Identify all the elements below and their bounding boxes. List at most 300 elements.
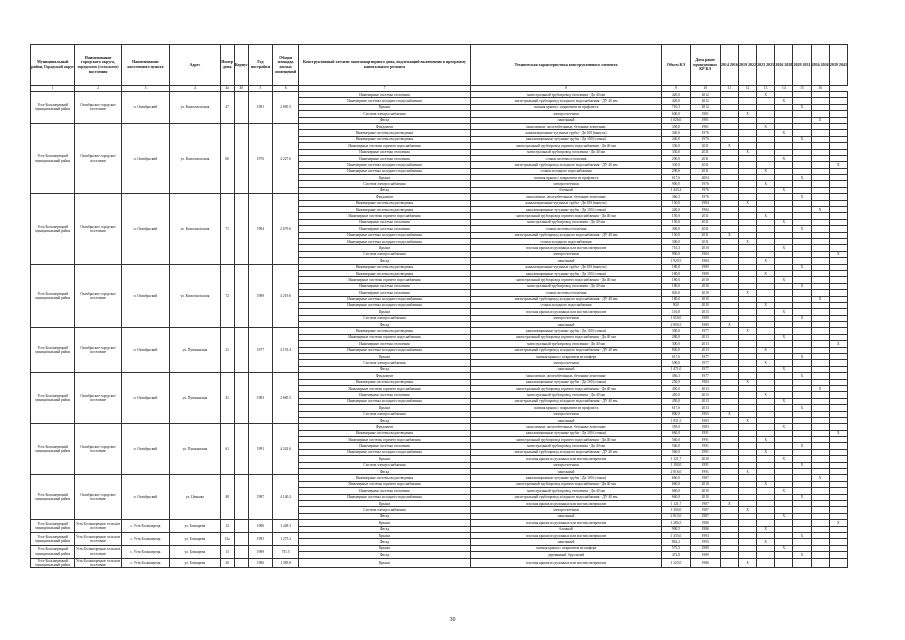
prior-repair-cell: 1993 (690, 539, 720, 545)
year-cell: 1986 (248, 520, 272, 533)
period-cell: X (738, 558, 756, 567)
volume-cell: 560,0 (662, 443, 690, 449)
characteristic-cell: канализационные чугунные трубы - Дn 100 (выпуск) (470, 264, 662, 270)
district-cell: Усть-Большерецкий муниципальный район (31, 123, 75, 193)
district-cell: Усть-Большерецкий муниципальный район (31, 475, 75, 520)
prior-repair-cell: 1976 (690, 187, 720, 193)
prior-repair-cell: 1991 (690, 462, 720, 468)
district-cell: Усть-Большерецкий муниципальный район (31, 532, 75, 545)
characteristic-cell: скатная крыша с покрытием из профлиста (470, 405, 662, 411)
period-cell: X (793, 315, 811, 321)
period-cell: X (775, 513, 793, 519)
element-cell: Фасад (299, 187, 470, 193)
volume-cell: 660,0 (662, 475, 690, 481)
element-cell: Крыша (299, 175, 470, 181)
header-cell: 2034 2036 (811, 45, 829, 86)
prior-repair-cell: 1986 (690, 520, 720, 526)
prior-repair-cell: 2013 (690, 347, 720, 353)
prior-repair-cell: 2010 (690, 296, 720, 302)
characteristic-cell: магистральный трубопровод горячего водоснабжения - Дn 40 мм (470, 277, 662, 283)
header-cell: 2023 2025 (757, 45, 775, 86)
element-cell: Крыша (299, 104, 470, 110)
prior-repair-cell: 1991 (690, 437, 720, 443)
year-cell: 1983 (248, 373, 272, 424)
characteristic-cell: монолитные, железобетонные, бетонные ленточные (470, 424, 662, 430)
characteristic-cell: скатная крыша с покрытием из шифера (470, 545, 662, 551)
characteristic-cell: стояки холодного водоснабжения (470, 238, 662, 244)
street-cell: ул. Бочкарева (170, 532, 220, 545)
page-number: 30 (449, 617, 456, 623)
district-cell: Усть-Большерецкий муниципальный район (31, 92, 75, 124)
column-number: 12 (738, 86, 756, 92)
element-cell: Инженерные системы отопления (299, 219, 470, 225)
period-cell: X (757, 526, 775, 532)
column-number: 14 (775, 86, 793, 92)
locality-cell: п. Октябрьский (121, 264, 169, 328)
period-cell: X (811, 207, 829, 213)
prior-repair-cell: 1989 (690, 315, 720, 321)
element-cell: Система электроснабжения (299, 251, 470, 257)
column-number: 4 (170, 86, 220, 92)
element-cell: Инженерные системы отопления (299, 341, 470, 347)
locality-cell: с. Усть-Большерецк (121, 558, 169, 567)
volume-cell: 863,2 (662, 539, 690, 545)
characteristic-cell: плоская крыша из рулонных или мастик материалов (470, 456, 662, 462)
column-number: 13 (757, 86, 775, 92)
period-cell: X (775, 245, 793, 251)
period-cell: X (738, 469, 756, 475)
volume-cell: 300,0 (662, 238, 690, 244)
period-cell: X (757, 270, 775, 276)
volume-cell: 300,0 (662, 341, 690, 347)
volume-cell: 1 300,0 (662, 507, 690, 513)
volume-cell: 90,0 (662, 302, 690, 308)
characteristic-cell: электросчетчики (470, 411, 662, 417)
header-cell: Наименование городского округа, городского (сельского) поселения (75, 45, 121, 86)
element-cell: Фасад (299, 258, 470, 264)
period-cell: X (793, 494, 811, 500)
prior-repair-cell: 2004 (690, 175, 720, 181)
characteristic-cell: магистральный трубопровод горячего водоснабжения - Дn 40 мм (470, 143, 662, 149)
street-cell: ул. Бочкарева (170, 558, 220, 567)
period-cell: X (775, 456, 793, 462)
prior-repair-cell: 1991 (690, 443, 720, 449)
volume-cell: 450,0 (662, 392, 690, 398)
characteristic-cell: канализационные чугунные трубы - Дn 100 (стояки) (470, 136, 662, 142)
characteristic-cell: деревянный, брусчатый (470, 552, 662, 558)
prior-repair-cell: 2011 (690, 155, 720, 161)
volume-cell: 600,0 (662, 111, 690, 117)
characteristic-cell: канализационные чугунные трубы - Дn 100 (выпуск) (470, 130, 662, 136)
element-cell: Инженерные системы горячего водоснабжения (299, 385, 470, 391)
street-cell: ул. Комсомольская (170, 194, 220, 264)
header-cell: Дата ранее проведенных КР КЭ (690, 45, 720, 86)
settlement-cell: Октябрьское городское поселение (75, 264, 121, 328)
characteristic-cell: плоская крыша из рулонных или мастик материалов (470, 245, 662, 251)
volume-cell: 180,0 (662, 296, 690, 302)
element-cell: Инженерные системы холодного водоснабжения (299, 347, 470, 353)
period-cell: X (829, 251, 847, 257)
period-cell: X (738, 290, 756, 296)
prior-repair-cell: 2010 (690, 456, 720, 462)
element-cell: Инженерные системы водоотведения (299, 264, 470, 270)
prior-repair-cell: 1976 (690, 181, 720, 187)
volume-cell: 300,0 (662, 226, 690, 232)
column-number: 3 (121, 86, 169, 92)
period-cell: X (757, 213, 775, 219)
element-cell: Инженерные системы водоотведения (299, 430, 470, 436)
prior-repair-cell: 2013 (690, 385, 720, 391)
header-cell: 2014 2016 (720, 45, 738, 86)
element-cell: Инженерные системы отопления (299, 443, 470, 449)
header-cell: Корпус (234, 45, 248, 86)
period-cell: X (775, 398, 793, 404)
prior-repair-cell: 1977 (690, 360, 720, 366)
volume-cell: 1 831,5 (662, 417, 690, 423)
prior-repair-cell: 2013 (690, 309, 720, 315)
volume-cell: 150,0 (662, 232, 690, 238)
prior-repair-cell: 1989 (690, 545, 720, 551)
column-number: 10 (690, 86, 720, 92)
element-cell: Инженерные системы горячего водоснабжения (299, 334, 470, 340)
element-cell: Фасад (299, 322, 470, 328)
prior-repair-cell: 2013 (690, 398, 720, 404)
element-cell: Инженерные системы водоотведения (299, 328, 470, 334)
volume-cell: 660,0 (662, 481, 690, 487)
volume-cell: 660,0 (662, 494, 690, 500)
period-cell (829, 558, 847, 567)
characteristic-cell: магистральный трубопровод горячего водоснабжения - Дn 40 мм (470, 385, 662, 391)
locality-cell: с. Усть-Большерецк (121, 532, 169, 545)
characteristic-cell: монолитные, железобетонные, бетонные ленточные (470, 194, 662, 200)
characteristic-cell: панельный (470, 539, 662, 545)
period-cell: X (757, 347, 775, 353)
characteristic-cell: магистральный трубопровод горячего водоснабжения - Дn 40 мм (470, 213, 662, 219)
characteristic-cell: канализационные чугунные трубы - Дn 100 (стояки) (470, 270, 662, 276)
building-cell (234, 532, 248, 545)
period-cell: X (793, 373, 811, 379)
element-cell: Система электроснабжения (299, 315, 470, 321)
locality-cell: п. Октябрьский (121, 475, 169, 520)
element-cell: Фасад (299, 513, 470, 519)
volume-cell: 420,0 (662, 98, 690, 104)
building-cell (234, 545, 248, 558)
element-cell: Крыша (299, 309, 470, 315)
prior-repair-cell: 2011 (690, 226, 720, 232)
table-body (31, 92, 848, 568)
element-cell: Фасад (299, 417, 470, 423)
period-cell: X (793, 136, 811, 142)
header-cell: Номер дома (220, 45, 234, 86)
volume-cell: 900,5 (662, 526, 690, 532)
element-cell: Инженерные системы холодного водоснабжения (299, 449, 470, 455)
area-cell: 2 191.4 (273, 328, 299, 373)
period-cell: X (829, 520, 847, 526)
house-number-cell: 21 (220, 328, 234, 373)
element-cell: Фасад (299, 526, 470, 532)
prior-repair-cell: 1993 (690, 532, 720, 538)
characteristic-cell: панельный (470, 513, 662, 519)
element-cell: Инженерные системы холодного водоснабжения (299, 302, 470, 308)
settlement-cell: Усть-Большерецкое сельское поселение (75, 545, 121, 558)
characteristic-cell: магистральный трубопровод горячего водоснабжения - Дn 40 мм (470, 334, 662, 340)
element-cell: Система электроснабжения (299, 411, 470, 417)
element-cell: Фундамент (299, 123, 470, 129)
house-number-cell: 20 (220, 558, 234, 567)
volume-cell: 1 100,0 (662, 462, 690, 468)
element-cell: Крыша (299, 520, 470, 526)
period-cell: X (775, 277, 793, 283)
element-cell: Инженерные системы отопления (299, 155, 470, 161)
column-number: 16 (811, 86, 829, 92)
street-cell: ул. Комсомольская (170, 264, 220, 328)
volume-cell: 150,0 (662, 219, 690, 225)
characteristic-cell: магистральный трубопровод холодного водоснабжения - ДУ 40 мм (470, 296, 662, 302)
volume-cell: 800,0 (662, 411, 690, 417)
street-cell: ул. Бочкарева (170, 545, 220, 558)
prior-repair-cell: 2010 (690, 488, 720, 494)
period-cell: X (757, 181, 775, 187)
characteristic-cell: канализационные чугунные трубы - Дn 100 (стояки) (470, 328, 662, 334)
period-cell: X (738, 507, 756, 513)
period-cell: X (757, 168, 775, 174)
volume-cell: 180,0 (662, 283, 690, 289)
district-cell: Усть-Большерецкий муниципальный район (31, 328, 75, 373)
characteristic-cell: магистральный трубопровод отопления - Дn 40 мм (470, 392, 662, 398)
building-cell (234, 373, 248, 424)
volume-cell: 900,0 (662, 181, 690, 187)
element-cell: Инженерные системы водоотведения (299, 200, 470, 206)
volume-cell: 900,0 (662, 251, 690, 257)
prior-repair-cell: 2010 (690, 277, 720, 283)
element-cell: Система электроснабжения (299, 360, 470, 366)
prior-repair-cell: 1981 (690, 123, 720, 129)
street-cell: ул. Пушкинская (170, 328, 220, 373)
settlement-cell: Октябрьское городское поселение (75, 123, 121, 193)
volume-cell: 330,0 (662, 162, 690, 168)
settlement-cell: Октябрьское городское поселение (75, 373, 121, 424)
period-cell: X (738, 379, 756, 385)
prior-repair-cell: 2010 (690, 245, 720, 251)
building-cell (234, 194, 248, 264)
prior-repair-cell: 1977 (690, 366, 720, 372)
period-cell: X (720, 411, 738, 417)
locality-cell: п. Октябрьский (121, 328, 169, 373)
volume-cell: 420,0 (662, 92, 690, 98)
volume-cell: 1 050,0 (662, 315, 690, 321)
characteristic-cell: канализационные чугунные трубы - Дn 100 (стояки) (470, 430, 662, 436)
volume-cell: 1 443,2 (662, 187, 690, 193)
header-cell: 2029 2031 (793, 45, 811, 86)
period-cell: X (793, 104, 811, 110)
prior-repair-cell: 1976 (690, 136, 720, 142)
prior-repair-cell: 1983 (690, 424, 720, 430)
characteristic-cell: магистральный трубопровод отопления - Дn 40 мм (470, 149, 662, 155)
characteristic-cell: стояки системы отопления (470, 155, 662, 161)
characteristic-cell: магистральный трубопровод холодного водоснабжения - ДУ 40 мм (470, 162, 662, 168)
settlement-cell: Октябрьское городское поселение (75, 328, 121, 373)
volume-cell: 660,0 (662, 430, 690, 436)
element-cell: Инженерные системы водоотведения (299, 136, 470, 142)
district-cell: Усть-Большерецкий муниципальный район (31, 545, 75, 558)
street-cell: ул. Пушкинская (170, 424, 220, 475)
period-cell: X (793, 462, 811, 468)
prior-repair-cell: 1987 (690, 475, 720, 481)
volume-cell: 359,0 (662, 424, 690, 430)
house-number-cell: 48 (220, 475, 234, 520)
period-cell: X (775, 488, 793, 494)
characteristic-cell: магистральный трубопровод отопления - Дn 40 мм (470, 443, 662, 449)
period-cell: X (775, 98, 793, 104)
period-cell (811, 558, 829, 567)
period-cell: X (775, 155, 793, 161)
house-number-cell: 47 (220, 92, 234, 124)
characteristic-cell: плоская крыша из рулонных или мастик материалов (470, 520, 662, 526)
area-cell: 4 242.6 (273, 424, 299, 475)
header-cell: Год постройки (248, 45, 272, 86)
element-cell: Крыша (299, 545, 470, 551)
element-cell: Инженерные системы холодного водоснабжения (299, 232, 470, 238)
volume-cell: 617,6 (662, 405, 690, 411)
characteristic-cell: магистральный трубопровод отопления - Дn 40 мм (470, 341, 662, 347)
characteristic-cell: стояки системы отопления (470, 290, 662, 296)
element-cell: Инженерные системы отопления (299, 226, 470, 232)
year-cell: 1993 (248, 532, 272, 545)
building-cell (234, 520, 248, 533)
period-cell: X (757, 123, 775, 129)
locality-cell: п. Октябрьский (121, 424, 169, 475)
characteristic-cell: панельный (470, 366, 662, 372)
period-cell: X (793, 532, 811, 538)
period-cell: X (720, 143, 738, 149)
year-cell: 1984 (248, 194, 272, 264)
district-cell: Усть-Большерецкий муниципальный район (31, 373, 75, 424)
volume-cell: 250,0 (662, 379, 690, 385)
element-cell: Инженерные системы водоотведения (299, 270, 470, 276)
period-cell: X (793, 405, 811, 411)
period-cell: X (775, 219, 793, 225)
prior-repair-cell: 2013 (690, 405, 720, 411)
building-cell (234, 92, 248, 124)
volume-cell: 150,0 (662, 200, 690, 206)
column-number: 8 (470, 86, 662, 92)
period-cell: X (738, 328, 756, 334)
element-cell: Крыша (299, 532, 470, 538)
period-cell: X (738, 238, 756, 244)
district-cell: Усть-Большерецкий муниципальный район (31, 558, 75, 567)
characteristic-cell: стояки системы отопления (470, 226, 662, 232)
element-cell: Крыша (299, 354, 470, 360)
volume-cell: 560,0 (662, 437, 690, 443)
volume-cell: 560,0 (662, 449, 690, 455)
characteristic-cell: электросчетчики (470, 462, 662, 468)
period-cell: X (811, 117, 829, 123)
prior-repair-cell: 1983 (690, 411, 720, 417)
period-cell: X (757, 360, 775, 366)
locality-cell: п. Октябрьский (121, 92, 169, 124)
column-number: 9 (662, 86, 690, 92)
element-cell: Инженерные системы горячего водоснабжения (299, 481, 470, 487)
street-cell: ул. Ценкова (170, 475, 220, 520)
characteristic-cell: магистральный трубопровод холодного водоснабжения - ДУ 40 мм (470, 98, 662, 104)
period-cell: X (720, 501, 738, 507)
characteristic-cell: электросчетчики (470, 315, 662, 321)
year-cell: 1977 (248, 328, 272, 373)
period-cell: X (775, 130, 793, 136)
street-cell: ул. Бочкарева (170, 520, 220, 533)
house-number-cell: 13а (220, 532, 234, 545)
period-cell (757, 558, 775, 567)
area-cell: 751.5 (273, 545, 299, 558)
year-cell: 1989 (248, 545, 272, 558)
element-cell: Инженерные системы водоотведения (299, 207, 470, 213)
characteristic-cell: блочный (470, 187, 662, 193)
volume-cell: 2 815,0 (662, 513, 690, 519)
volume-cell: 116,8 (662, 309, 690, 315)
prior-repair-cell: 2011 (690, 219, 720, 225)
settlement-cell: Октябрьское городское поселение (75, 194, 121, 264)
element-cell: Крыша (299, 501, 470, 507)
period-cell: X (775, 187, 793, 193)
volume-cell: 820,0 (662, 290, 690, 296)
volume-cell: 180,0 (662, 270, 690, 276)
prior-repair-cell: 2012 (690, 92, 720, 98)
volume-cell: 2 800,5 (662, 322, 690, 328)
prior-repair-cell: 2010 (690, 494, 720, 500)
volume-cell: 1 335,0 (662, 532, 690, 538)
volume-cell: 575,5 (662, 545, 690, 551)
prior-repair-cell: 1991 (690, 449, 720, 455)
characteristic-cell: магистральный трубопровод горячего водоснабжения - Дn 40 мм (470, 481, 662, 487)
element-cell: Инженерные системы холодного водоснабжения (299, 168, 470, 174)
period-cell: X (720, 322, 738, 328)
district-cell: Усть-Большерецкий муниципальный район (31, 264, 75, 328)
prior-repair-cell: 1977 (690, 354, 720, 360)
characteristic-cell: канализационные чугунные трубы - Дn 100 (выпуск) (470, 200, 662, 206)
element-cell: Инженерные системы горячего водоснабжения (299, 437, 470, 443)
volume-cell: 240,0 (662, 136, 690, 142)
characteristic-cell: канализационные чугунные трубы - Дn 100 (стояки) (470, 379, 662, 385)
area-cell: 1 275.2 (273, 532, 299, 545)
period-cell: X (757, 302, 775, 308)
house-number-cell: 41 (220, 373, 234, 424)
prior-repair-cell: 2011 (690, 162, 720, 168)
element-cell: Инженерные системы горячего водоснабжения (299, 213, 470, 219)
prior-repair-cell: 1991 (690, 430, 720, 436)
element-cell: Фундамент (299, 194, 470, 200)
characteristic-cell: магистральный трубопровод отопления - Дn 40 мм (470, 219, 662, 225)
header-cell: 2039 2043 (829, 45, 847, 86)
period-cell: X (757, 258, 775, 264)
characteristic-cell: магистральный трубопровод горячего водоснабжения - Дn 40 мм (470, 437, 662, 443)
element-cell: Крыша (299, 558, 470, 567)
prior-repair-cell: 1987 (690, 507, 720, 513)
characteristic-cell: электросчетчики (470, 251, 662, 257)
volume-cell: 300,0 (662, 328, 690, 334)
year-cell: 1981 (248, 92, 272, 124)
prior-repair-cell: 1976 (690, 194, 720, 200)
volume-cell: 290,0 (662, 168, 690, 174)
volume-cell: 1 121,7 (662, 501, 690, 507)
document-sheet (30, 44, 848, 606)
characteristic-cell: канализационные чугунные трубы - Дn 100 (стояки) (470, 475, 662, 481)
period-cell: X (757, 539, 775, 545)
period-cell: X (757, 437, 775, 443)
prior-repair-cell: 1989 (690, 270, 720, 276)
element-cell: Система электроснабжения (299, 507, 470, 513)
prior-repair-cell: 1981 (690, 111, 720, 117)
area-cell: 1 385.8 (273, 558, 299, 567)
